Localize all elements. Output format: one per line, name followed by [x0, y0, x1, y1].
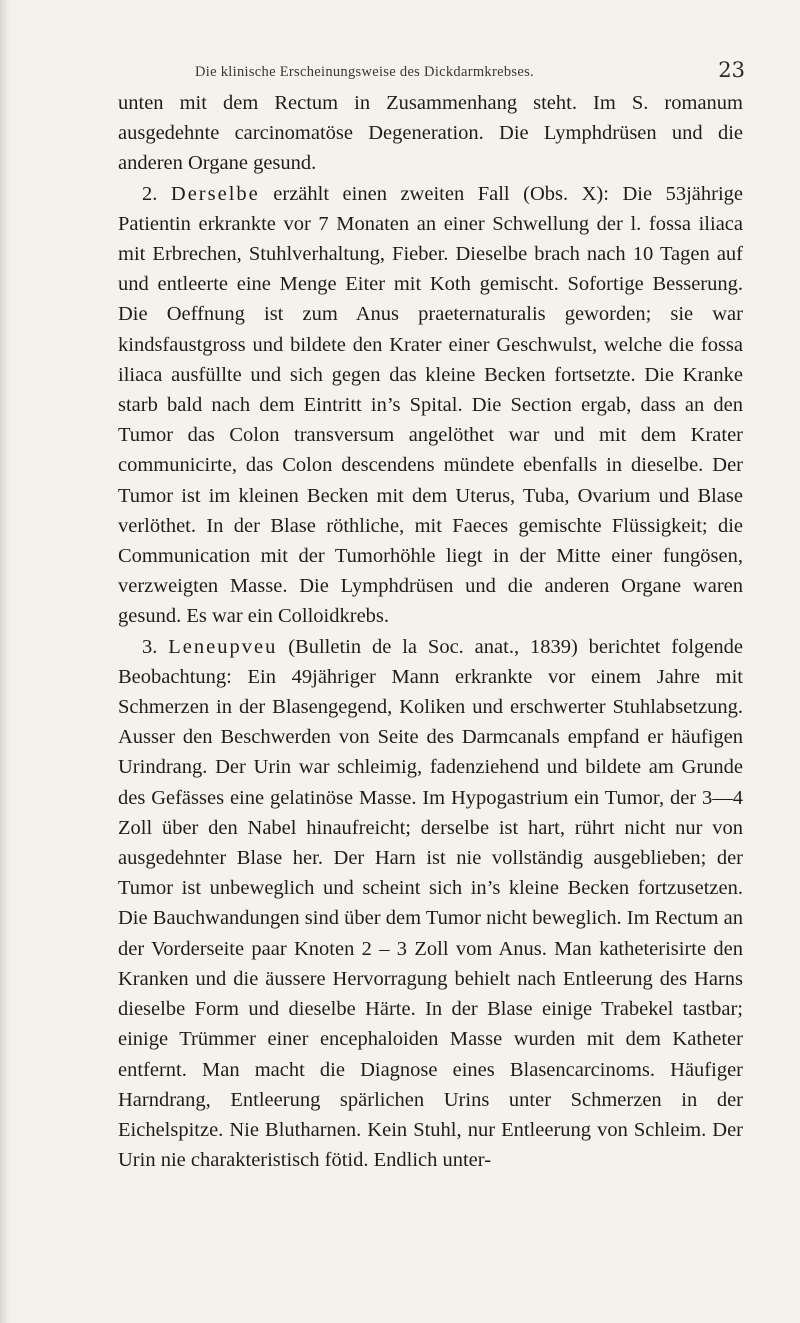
- running-title: Die klinische Erscheinungsweise des Dickdarmkrebses.: [195, 64, 534, 80]
- paragraph-3-text: (Bulletin de la Soc. anat., 1839) berichtet folgende Beobachtung: Ein 49jähriger Mann erkrankte vor einem Jahre mit Schmerzen in der Blasengegend, Koliken und erschwerter Stuhlabsetzung. Ausser den Beschwerden von Seite des Darmcanals empfand er häufigen Urindrang. Der Urin war schleimig, fadenziehend und bildete am Grunde des Gefässes eine gelatinöse Masse. Im Hypogastrium ein Tumor, der 3—4 Zoll über den Nabel hinaufreicht; derselbe ist hart, rührt nicht nur von ausgedehnter Blase her. Der Harn ist nie vollständig ausgeblieben; der Tumor ist unbeweglich und scheint sich in’s kleine Becken fortzusetzen. Die Bauchwandungen sind über dem Tumor nicht beweglich. Im Rectum an der Vorderseite paar Knoten 2 – 3 Zoll vom Anus. Man katheterisirte den Kranken und die äussere Hervorragung behielt nach Entleerung des Harns dieselbe Form und dieselbe Härte. In der Blase einige Trabekel tastbar; einige Trümmer einer encephaloiden Masse wurden mit dem Katheter entfernt. Man macht die Diagnose eines Blasencarcinoms. Häufiger Harndrang, Entleerung spärlichen Urins unter Schmerzen in der Eichelspitze. Nie Blutharnen. Kein Stuhl, nur Entleerung von Schleim. Der Urin nie charakteristisch fötid. Endlich unter-: [118, 635, 743, 1172]
- paragraph-2: [118, 179, 743, 632]
- paragraph-3: [118, 632, 743, 1176]
- case-number: 3.: [142, 635, 158, 658]
- case-author: Derselbe: [170, 182, 260, 205]
- paragraph-2-text: erzählt einen zweiten Fall (Obs. X): Die 53jährige Patientin erkrankte vor 7 Monaten an einer Schwellung der l. fossa iliaca mit Erbrechen, Stuhlverhaltung, Fieber. Dieselbe brach nach 10 Tagen auf und entleerte eine Menge Eiter mit Koth gemischt. Sofortige Besserung. Die Oeffnung ist zum Anus praeternaturalis geworden; sie war kindsfaustgross und bildete den Krater einer Geschwulst, welche die fossa iliaca ausfüllte und sich gegen das kleine Becken fortsetzte. Die Kranke starb bald nach dem Eintritt in’s Spital. Die Section ergab, dass an den Tumor das Colon transversum angelöthet war und mit dem Krater communicirte, das Colon descendens mündete ebenfalls in dieselbe. Der Tumor ist im kleinen Becken mit dem Uterus, Tuba, Ovarium und Blase verlöthet. In der Blase röthliche, mit Faeces gemischte Flüssigkeit; die Communication mit der Tumorhöhle liegt in der Mitte einer fungösen, verzweigten Masse. Die Lymphdrüsen und die anderen Organe waren gesund. Es war ein Colloidkrebs.: [118, 182, 743, 628]
- page-number: 23: [718, 58, 745, 82]
- body-text: [118, 88, 743, 1175]
- paragraph-1-text: unten mit dem Rectum in Zusammenhang steht. Im S. romanum ausgedehnte carcinomatöse Degeneration. Die Lymphdrüsen und die anderen Organe gesund.: [118, 92, 743, 175]
- paragraph-1: [118, 88, 743, 179]
- case-number: 2.: [142, 182, 158, 205]
- case-author: Leneupveu: [168, 635, 278, 658]
- page-gutter-shadow: [0, 0, 12, 1323]
